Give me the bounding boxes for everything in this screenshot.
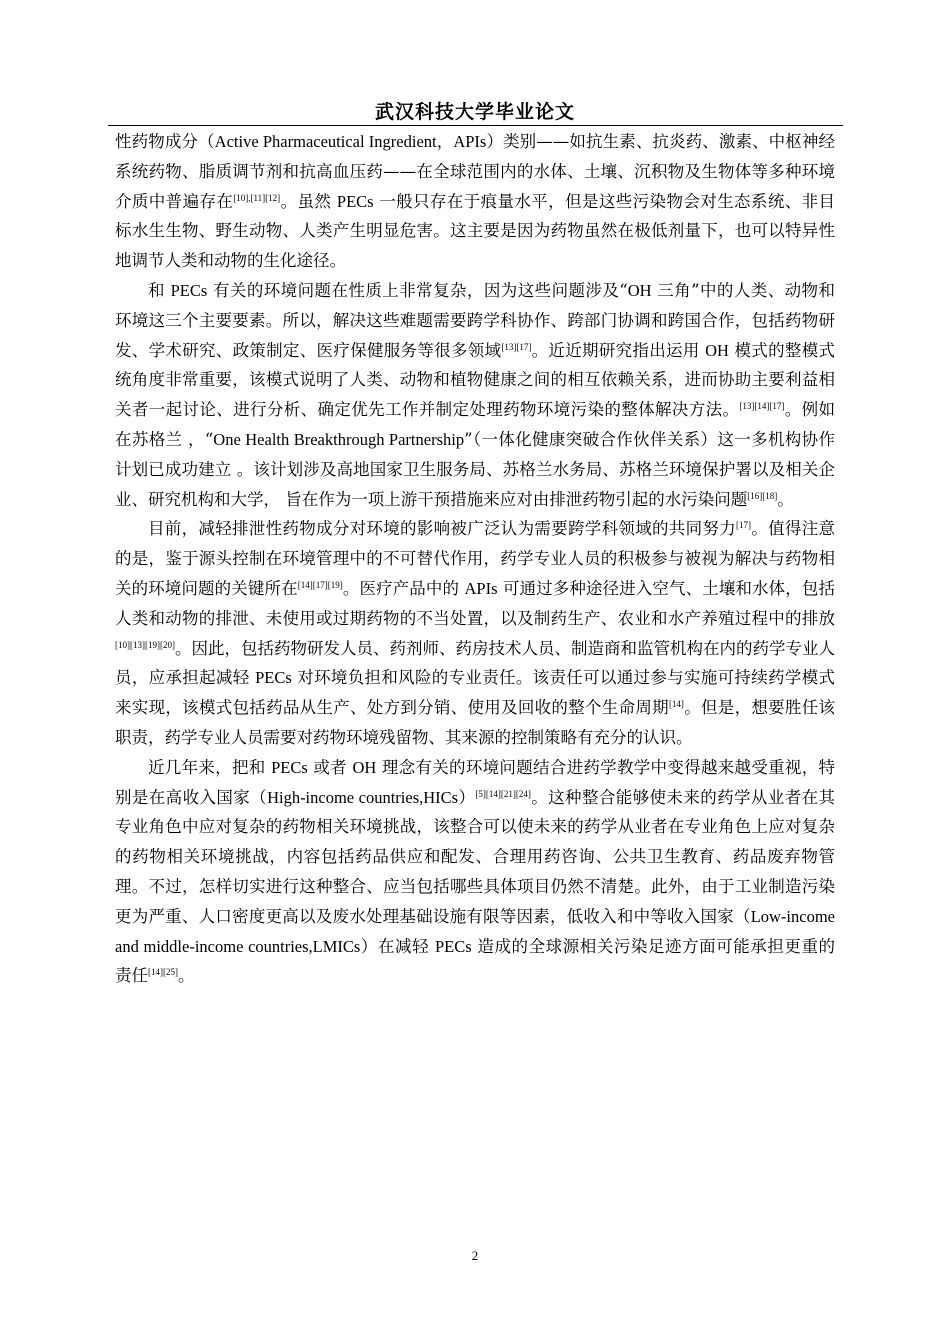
citation: [14][17][19]	[297, 579, 343, 590]
paragraph-text: 。近近期研究指出运用	[531, 340, 706, 360]
citation: [17]	[736, 520, 751, 531]
paragraph-text: 。值得注意的是，鉴于源头控制在环境管理中的不可替代作用，药学专业人员的积极参与被视为解决与药物相关的环境问题的关键所在	[115, 519, 836, 598]
paragraph-text: 。因此，包括药物研发人员、药剂师、药房技术人员、制造商和监管机构在内的药学专业人员，应承担起减轻	[115, 638, 835, 688]
paragraph-text: ）	[458, 787, 476, 807]
paragraph-text: Low-income and middle-income countries,LMICs	[115, 906, 835, 956]
paragraph-text: PECs	[336, 191, 374, 211]
paragraph	[115, 753, 835, 991]
paragraph-text: PECs	[434, 936, 472, 956]
paragraph-text: 可通过多种途径进入空气、土壤和水体，包括人类和动物的排泄、未使用或过期药物的不当处置，以及制药生产、农业和水产养殖过程中的排放	[115, 578, 836, 628]
paragraph-text: 造成的全球源相关污染足迹方面可能承担更重的责任	[115, 936, 836, 986]
paragraph-text: 性药物成分（	[115, 132, 215, 151]
citation: [16][18]	[747, 490, 778, 501]
paragraph-text: ）在减轻	[360, 936, 435, 956]
citation: [10][13][19][20]	[115, 639, 175, 650]
citation: [13][17]	[501, 341, 532, 352]
paragraph-text: 和	[148, 280, 171, 300]
paragraph-text: 目前，减轻排泄性药物成分对环境的影响被广泛认为需要跨学科领域的共同努力	[148, 519, 736, 539]
paragraph-text: 理念有关的环境问题结合进药学教学中变得越来越受重视，特别是在高收入国家（	[115, 757, 835, 807]
paragraph-text: 三角”中的人类、动物和环境这三个主要要素。所以，解决这些难题需要跨学科协作、跨部门协调和跨国合作，包括药物研发、学术研究、政策制定、医疗保健服务等很多领域	[115, 280, 835, 360]
paragraph-text: ”（一体化健康突破合作伙伴关系）这一多机构协作计划已成功建立 。该计划涉及高地国家卫生服务局、苏格兰水务局、苏格兰环境保护署以及相关企业、研究机构和大学， 旨在作为一项上游干预措施来应对由排泄药物引起的水污染问题	[115, 429, 835, 509]
header-rule	[108, 125, 843, 126]
citation: [14][25]	[148, 967, 178, 978]
paragraph-text: 或者	[307, 757, 353, 777]
paragraph-text: ）类别——如抗生素、抗炎药、激素、中枢神经系统药物、脂质调节剂和抗高血压药——在全球范围内的水体、土壤、沉积物及生物体等多种环境介质中普遍存在	[115, 132, 836, 211]
paragraph-text: High-income countries,HICs	[267, 787, 459, 807]
body-text	[115, 127, 835, 991]
paragraph-text: Active Pharmaceutical Ingredient，APIs	[214, 132, 487, 151]
citation: [10],[11][12]	[233, 192, 281, 203]
page-number: 2	[471, 1248, 479, 1263]
paragraph-text: OH	[705, 340, 729, 360]
paragraph	[115, 276, 835, 514]
paragraph-text: OH	[352, 757, 377, 777]
paragraph-text: PECs	[255, 668, 292, 688]
paragraph-text: 。	[178, 966, 195, 986]
paragraph-text: 。但是，想要胜任该职责，药学专业人员需要对药物环境残留物、其来源的控制策略有充分的认识。	[115, 698, 836, 747]
paragraph-text: 。这种整合能够使未来的药学从业者在其专业角色中应对复杂的药物相关环境挑战，该整合可以使未来的药学从业者在专业角色上应对复杂的药物相关环境挑战，内容包括药品供应和配发、合理用药咨询、公共卫生教育、药品废弃物管理。不过，怎样切实进行这种整合、应当包括哪些具体项目仍然不清楚。此外，由于工业制造污染更为严重、人口密度更高以及废水处理基础设施有限等因素，低收入和中等收入国家（	[115, 787, 836, 926]
page-header-title: 武汉科技大学毕业论文	[374, 101, 575, 123]
paragraph	[115, 514, 835, 752]
paragraph-text: 。	[777, 489, 794, 509]
paragraph-text: PECs	[271, 757, 308, 777]
paragraph-text: 一般只存在于痕量水平，但是这些污染物会对生态系统、非目标水生生物、野生动物、人类产生明显危害。这主要是因为药物虽然在极低剂量下，也可以特异性地调节人类和动物的生化途径。	[115, 191, 836, 271]
paragraph-text: 有关的环境问题在性质上非常复杂，因为这些问题涉及“	[207, 280, 628, 300]
paragraph-text: 。虽然	[280, 191, 337, 211]
paragraph-text: PECs	[170, 280, 208, 300]
paragraph-text: 近几年来，把和	[148, 757, 272, 777]
paragraph-text: 对环境负担和风险的专业责任。该责任可以通过参与实施可持续药学模式来实现，该模式包括药品从生产、处方到分销、使用及回收的整个生命周期	[115, 668, 835, 718]
paragraph-text: 模式的整模式统角度非常重要，该模式说明了人类、动物和植物健康之间的相互依赖关系，进而协助主要利益相关者一起讨论、进行分析、确定优先工作并制定处理药物环境污染的整体解决方法。	[115, 340, 836, 420]
paragraph	[115, 127, 835, 276]
paragraph-text: 。例如在苏格兰 ，“	[115, 400, 836, 449]
citation: [5][14][21][24]	[475, 788, 531, 799]
paragraph-text: APIs	[464, 578, 498, 598]
paragraph-text: OH	[627, 280, 652, 300]
citation: [14]	[668, 699, 684, 710]
citation: [13][14][17]	[739, 401, 785, 412]
paragraph-text: 。医疗产品中的	[342, 578, 465, 598]
paragraph-text: One Health Breakthrough Partnership	[213, 429, 465, 449]
